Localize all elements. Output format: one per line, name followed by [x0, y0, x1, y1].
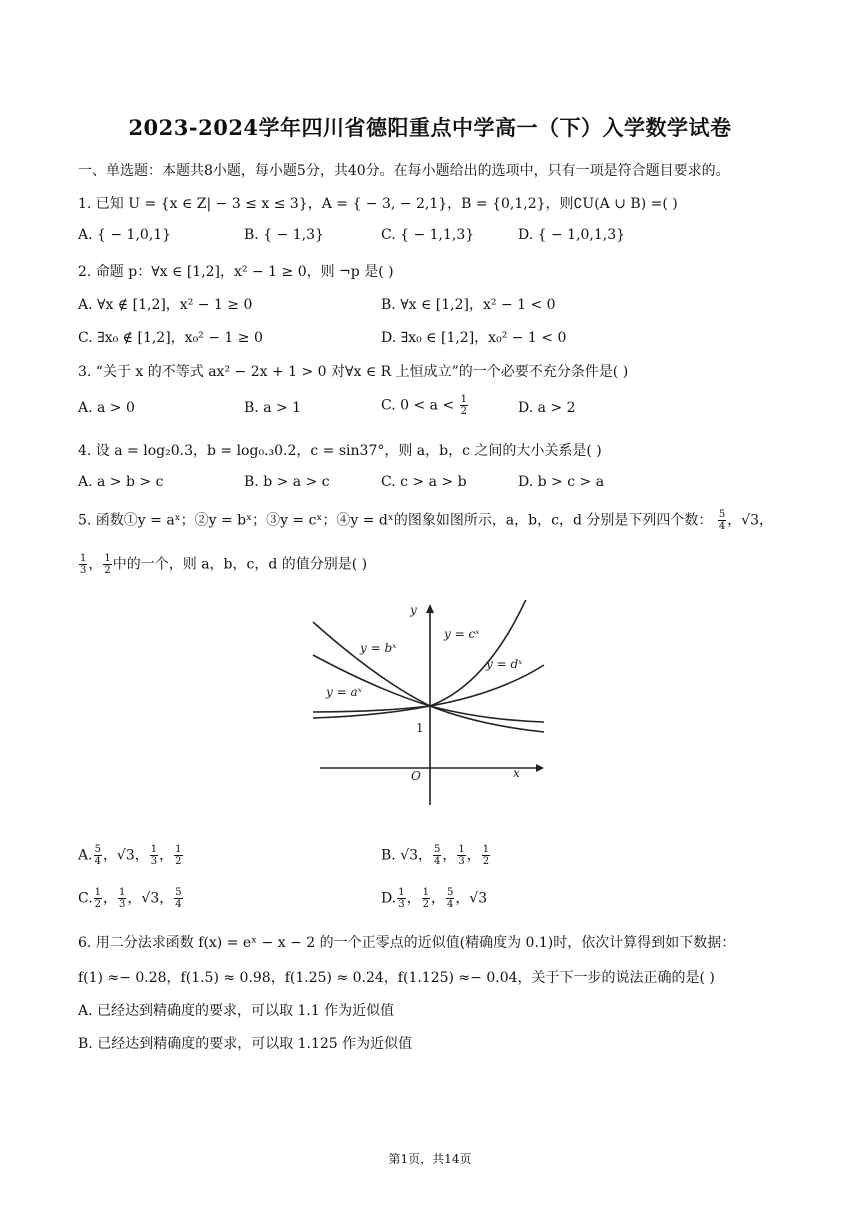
fraction-denominator: 3: [119, 899, 126, 910]
page-title: 2023-2024学年四川省德阳重点中学高一（下）入学数学试卷: [128, 115, 732, 140]
fraction-denominator: 3: [150, 856, 158, 867]
option-part: B. √3，: [381, 847, 433, 864]
question-4-option-c: C. c > a > b: [381, 474, 467, 490]
fraction: [94, 844, 102, 867]
fraction-denominator: 4: [434, 856, 441, 867]
option-part: D.: [381, 890, 397, 907]
question-3-option-d: D. a > 2: [518, 400, 576, 416]
fraction: [422, 887, 430, 910]
fraction-numerator: 5: [94, 844, 101, 855]
fraction: [718, 509, 726, 532]
option-part: ，: [159, 847, 174, 864]
question-6-stem-line1: 6. 用二分法求函数 f(x) = eˣ − x − 2 的一个正零点的近似值(精确度为 0.1)时，依次计算得到如下数据：: [78, 935, 736, 951]
question-5-option-a: [78, 844, 184, 867]
question-2-option-b: B. ∀x ∈ [1,2]，x² − 1 < 0: [381, 297, 556, 313]
origin-label: O: [411, 769, 421, 783]
question-5-option-b: [381, 844, 491, 867]
fraction-denominator: 4: [175, 899, 182, 910]
option-part: C.: [78, 890, 93, 907]
question-1-option-d: D. { − 1,0,1,3}: [518, 227, 626, 243]
fraction-numerator: 5: [434, 844, 441, 855]
fraction-numerator: 5: [718, 509, 726, 520]
question-4-option-a: A. a > b > c: [78, 474, 164, 490]
option-part: ，√3，: [127, 890, 174, 907]
option-part: ，: [406, 890, 421, 907]
fraction-numerator: 5: [446, 887, 454, 898]
fraction: [460, 394, 468, 417]
question-4-option-d: D. b > c > a: [518, 474, 605, 490]
fraction-numerator: 1: [119, 887, 126, 898]
fraction-denominator: 2: [94, 899, 102, 910]
fraction-numerator: 5: [175, 887, 182, 898]
fraction: [397, 887, 405, 910]
curve-c-label: y = cˣ: [444, 627, 480, 641]
question-1-option-c: C. { − 1,1,3}: [381, 227, 475, 243]
question-2-stem: 2. 命题 p：∀x ∈ [1,2]，x² − 1 ≥ 0，则 ¬p 是( ): [78, 264, 394, 280]
fraction-numerator: 1: [175, 844, 182, 855]
fraction-numerator: 1: [482, 844, 490, 855]
question-3-option-c: [381, 394, 469, 417]
fraction-denominator: 3: [398, 899, 405, 910]
question-6-option-b: B. 已经达到精确度的要求，可以取 1.125 作为近似值: [78, 1036, 413, 1052]
fraction-denominator: 3: [80, 565, 87, 576]
separator: ，: [88, 556, 103, 573]
question-5-stem-text: 5. 函数①y = aˣ；②y = bˣ；③y = cˣ；④y = dˣ的图象如图所示，a，b，c，d 分别是下列四个数：: [78, 512, 713, 529]
fraction-numerator: 1: [398, 887, 405, 898]
fraction-numerator: 1: [422, 887, 429, 898]
question-5-option-d: [381, 887, 487, 910]
question-2-option-c: C. ∃x₀ ∉ [1,2]，x₀² − 1 ≥ 0: [78, 330, 263, 346]
fraction: [174, 887, 182, 910]
tick-label-one: 1: [416, 721, 424, 735]
question-5-stem-tail: ，√3，: [727, 512, 774, 529]
option-part: ，√3，: [102, 847, 149, 864]
option-part: ，: [466, 847, 481, 864]
fraction-numerator: 1: [460, 394, 468, 405]
fraction: [433, 844, 441, 867]
section-heading: 一、单选题：本题共8小题，每小题5分，共40分。在每小题给出的选项中，只有一项是符合题目要求的。: [78, 163, 730, 179]
fraction: [150, 844, 158, 867]
x-axis-label: x: [513, 766, 520, 780]
question-4-option-b: B. b > a > c: [244, 474, 330, 490]
question-3-stem: 3. “关于 x 的不等式 ax² − 2x + 1 > 0 对∀x ∈ R 上恒成立”的一个必要不充分条件是( ): [78, 364, 629, 380]
y-axis-label: y: [410, 603, 417, 617]
question-4-stem: 4. 设 a = log₂0.3，b = log₀.₃0.2，c = sin37°，则 a，b，c 之间的大小关系是( ): [78, 443, 602, 459]
option-part: A.: [78, 847, 93, 864]
question-5-stem-tail: 中的一个，则 a，b，c，d 的值分别是( ): [112, 556, 368, 573]
question-3-option-a: A. a > 0: [78, 400, 135, 416]
fraction-numerator: 1: [104, 553, 111, 564]
curve-a-label: y = aˣ: [326, 685, 362, 699]
fraction-denominator: 2: [422, 899, 429, 910]
question-5-option-c: [78, 887, 184, 910]
question-3-option-b: B. a > 1: [244, 400, 302, 416]
fraction-denominator: 2: [460, 406, 468, 417]
fraction: [103, 553, 111, 576]
fraction-denominator: 2: [482, 856, 490, 867]
curve-d-label: y = dˣ: [486, 657, 523, 671]
fraction: [79, 553, 87, 576]
question-1-option-b: B. { − 1,3}: [244, 227, 324, 243]
question-6-option-a: A. 已经达到精确度的要求，可以取 1.1 作为近似值: [78, 1003, 395, 1019]
question-2-option-a: A. ∀x ∉ [1,2]，x² − 1 ≥ 0: [78, 297, 253, 313]
question-1-stem: 1. 已知 U = {x ∈ Z| − 3 ≤ x ≤ 3}，A = { − 3, − 2,1}，B = {0,1,2}，则∁U(A ∪ B) =( ): [78, 196, 678, 212]
option-part: ，: [103, 890, 118, 907]
exponential-graph-figure: [308, 600, 558, 810]
fraction-numerator: 1: [150, 844, 158, 855]
question-3-option-c-text: C. 0 < a <: [381, 397, 455, 414]
fraction-denominator: 2: [104, 565, 111, 576]
question-1-option-a: A. { − 1,0,1}: [78, 227, 172, 243]
fraction: [457, 844, 465, 867]
question-5-stem-line1: [78, 509, 773, 532]
question-6-stem-line2: f(1) ≈− 0.28，f(1.5) ≈ 0.98，f(1.25) ≈ 0.24，f(1.125) ≈− 0.04，关于下一步的说法正确的是( ): [78, 970, 715, 986]
curve-b-label: y = bˣ: [360, 641, 397, 655]
option-part: ，√3: [455, 890, 488, 907]
question-5-stem-line2: [78, 553, 367, 576]
fraction-numerator: 1: [94, 887, 102, 898]
fraction-denominator: 4: [446, 899, 454, 910]
fraction-denominator: 4: [718, 521, 726, 532]
option-part: ，: [430, 890, 445, 907]
fraction-denominator: 2: [175, 856, 182, 867]
fraction: [174, 844, 182, 867]
fraction-numerator: 1: [80, 553, 87, 564]
fraction: [446, 887, 454, 910]
fraction-denominator: 3: [458, 856, 465, 867]
fraction: [118, 887, 126, 910]
page-footer: 第1页，共14页: [388, 1152, 472, 1166]
option-part: ，: [442, 847, 457, 864]
fraction-numerator: 1: [458, 844, 465, 855]
question-2-option-d: D. ∃x₀ ∈ [1,2]，x₀² − 1 < 0: [381, 330, 567, 346]
fraction-denominator: 4: [94, 856, 101, 867]
fraction: [94, 887, 102, 910]
fraction: [482, 844, 490, 867]
